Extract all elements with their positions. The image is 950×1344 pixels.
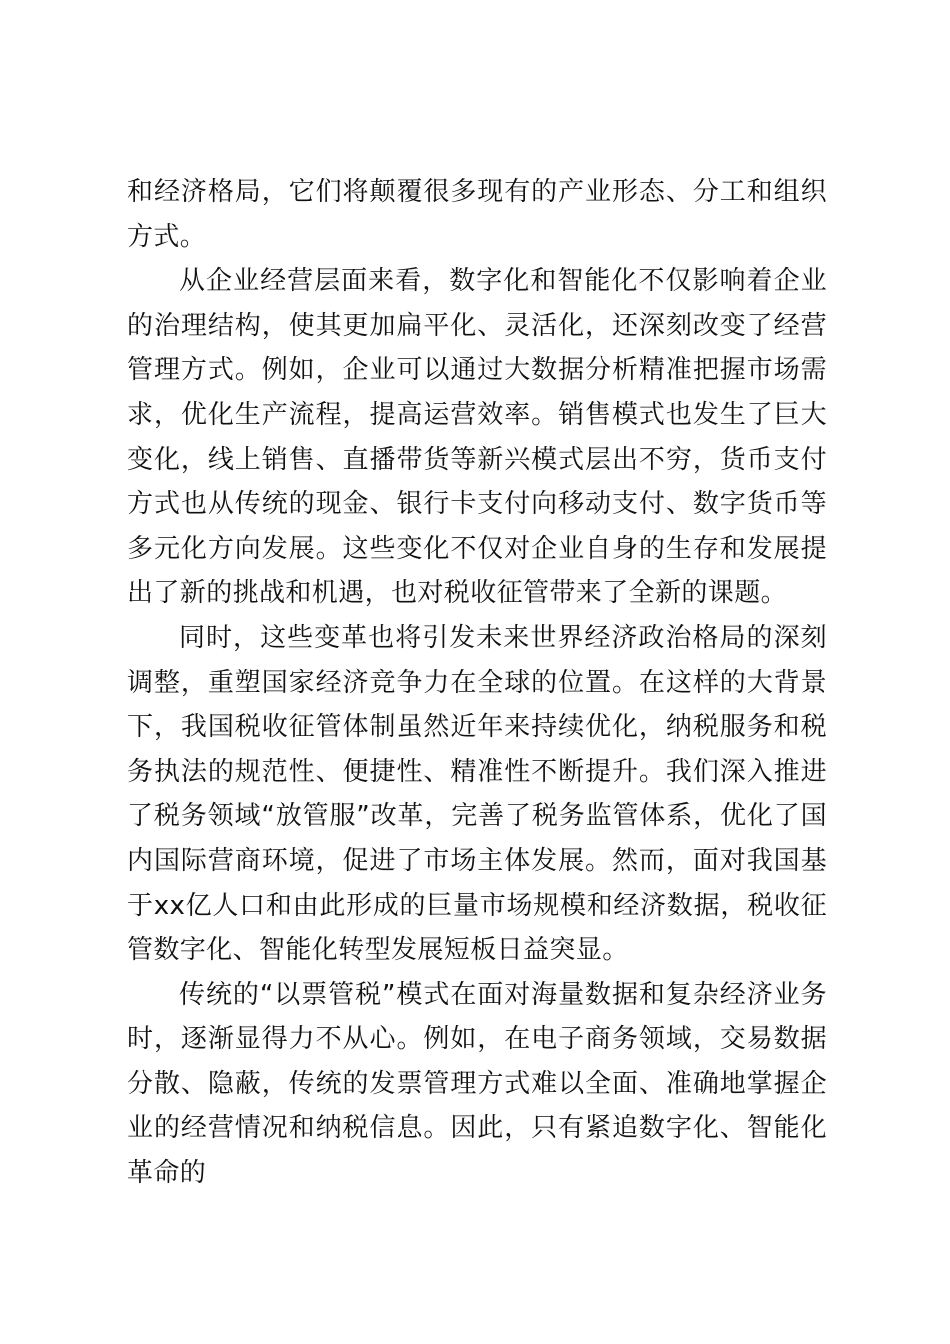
paragraph-4: 传统的“以票管税”模式在面对海量数据和复杂经济业务时，逐渐显得力不从心。例如，在电子商务领域，交易数据分散、隐蔽，传统的发票管理方式难以全面、准确地掌握企业的经营情况和纳税信息。因此，只有紧追数字化、智能化革命的: [127, 979, 827, 1189]
document-body: [127, 170, 827, 1196]
paragraph-2: 从企业经营层面来看，数字化和智能化不仅影响着企业的治理结构，使其更加扁平化、灵活化，还深刻改变了经营管理方式。例如，企业可以通过大数据分析精准把握市场需求，优化生产流程，提高运营效率。销售模式也发生了巨大变化，线上销售、直播带货等新兴模式层出不穷，货币支付方式也从传统的现金、银行卡支付向移动支付、数字货币等多元化方向发展。这些变化不仅对企业自身的生存和发展提出了新的挑战和机遇，也对税收征管带来了全新的课题。: [127, 266, 827, 609]
paragraph-1: 和经济格局，它们将颠覆很多现有的产业形态、分工和组织方式。: [127, 177, 827, 252]
paragraph-3: 同时，这些变革也将引发未来世界经济政治格局的深刻调整，重塑国家经济竞争力在全球的位置。在这样的大背景下，我国税收征管体制虽然近年来持续优化，纳税服务和税务执法的规范性、便捷性、精准性不断提升。我们深入推进了税务领域“放管服”改革，完善了税务监管体系，优化了国内国际营商环境，促进了市场主体发展。然而，面对我国基于xx亿人口和由此形成的巨量市场规模和经济数据，税收征管数字化、智能化转型发展短板日益突显。: [127, 622, 827, 966]
